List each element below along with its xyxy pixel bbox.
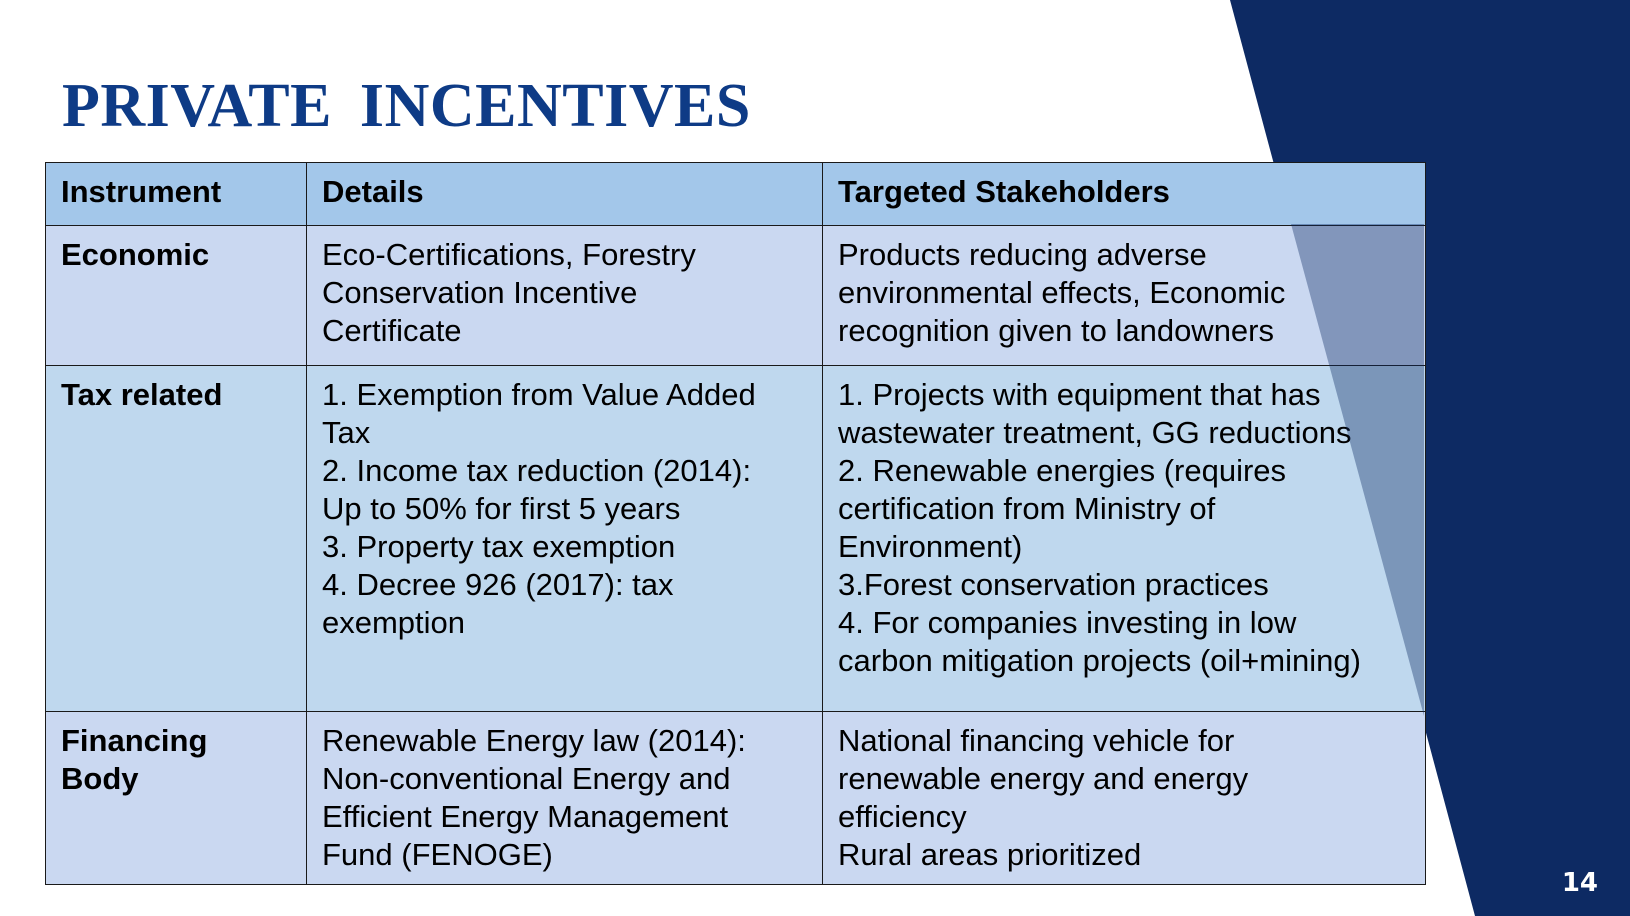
instrument-cell (46, 366, 307, 712)
cell-line: recognition given to landowners (838, 313, 1274, 348)
details-cell (307, 712, 823, 885)
cell-line: Tax (322, 415, 371, 450)
cell-line: 3. Property tax exemption (322, 529, 676, 564)
cell-line: Body (61, 761, 139, 796)
cell-line: Economic (61, 237, 210, 272)
stakeholders-cell (823, 712, 1426, 885)
details-cell (307, 226, 823, 366)
cell-line: exemption (322, 605, 466, 640)
cell-line: Financing (61, 723, 208, 758)
header-instrument: Instrument (46, 163, 307, 226)
incentives-table-container (45, 162, 1426, 885)
incentives-table (45, 162, 1426, 885)
cell-line: Certificate (322, 313, 462, 348)
cell-line: 2. Renewable energies (requires (838, 453, 1287, 488)
cell-line: Environment) (838, 529, 1023, 564)
cell-line: Rural areas prioritized (838, 837, 1142, 872)
cell-line: renewable energy and energy (838, 761, 1249, 796)
slide-title: PRIVATE INCENTIVES (62, 72, 751, 140)
cell-line: certification from Ministry of (838, 491, 1216, 526)
cell-line: 4. For companies investing in low (838, 605, 1297, 640)
cell-line: Eco-Certifications, Forestry (322, 237, 696, 272)
header-targeted-stakeholders: Targeted Stakeholders (823, 163, 1426, 226)
cell-line: Renewable Energy law (2014): (322, 723, 746, 758)
instrument-cell (46, 226, 307, 366)
cell-line: Non-conventional Energy and (322, 761, 731, 796)
cell-line: Conservation Incentive (322, 275, 638, 310)
cell-line: efficiency (838, 799, 967, 834)
table-row (46, 366, 1426, 712)
cell-line: wastewater treatment, GG reductions (838, 415, 1352, 450)
cell-line: Tax related (61, 377, 223, 412)
cell-line: Up to 50% for first 5 years (322, 491, 681, 526)
header-details: Details (307, 163, 823, 226)
page-number: 14 (1561, 868, 1598, 898)
stakeholders-cell (823, 226, 1426, 366)
cell-line: Fund (FENOGE) (322, 837, 553, 872)
cell-line: Products reducing adverse (838, 237, 1207, 272)
details-cell (307, 366, 823, 712)
cell-line: environmental effects, Economic (838, 275, 1286, 310)
instrument-cell (46, 712, 307, 885)
stakeholders-cell (823, 366, 1426, 712)
cell-line: carbon mitigation projects (oil+mining) (838, 643, 1361, 678)
cell-line: Efficient Energy Management (322, 799, 729, 834)
cell-line: National financing vehicle for (838, 723, 1235, 758)
cell-line: 4. Decree 926 (2017): tax (322, 567, 674, 602)
table-row (46, 712, 1426, 885)
table-row (46, 226, 1426, 366)
table-header-row (46, 163, 1426, 226)
cell-line: 2. Income tax reduction (2014): (322, 453, 752, 488)
cell-line: 3.Forest conservation practices (838, 567, 1269, 602)
cell-line: 1. Exemption from Value Added (322, 377, 756, 412)
cell-line: 1. Projects with equipment that has (838, 377, 1321, 412)
